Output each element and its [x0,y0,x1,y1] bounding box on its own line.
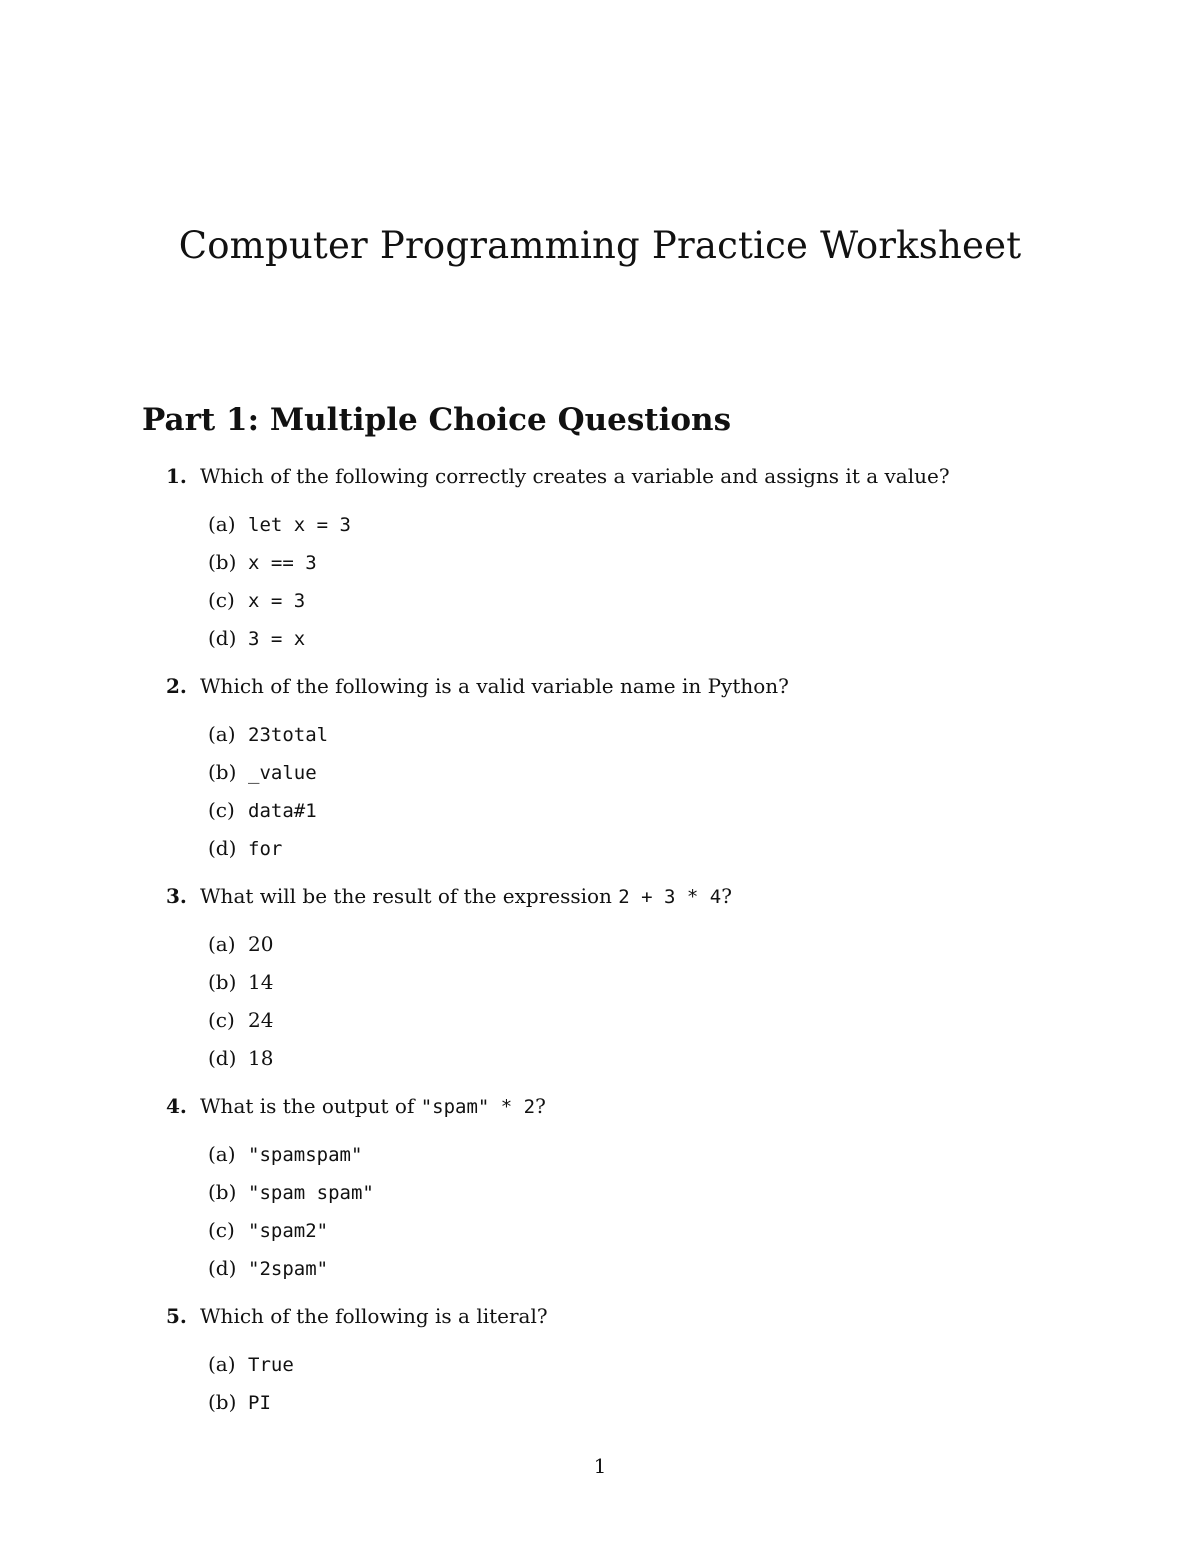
option-text: x == 3 [248,552,317,574]
question-text [200,672,789,700]
option-label: (c) [208,798,235,822]
answer-option [208,720,328,749]
answer-option [208,796,317,825]
question-text-before: Which of the following is a valid variable name in Python? [200,674,789,698]
option-label: (c) [208,1008,235,1032]
option-label: (a) [208,1142,236,1166]
question-text-after: ? [721,884,732,908]
document-title: Computer Programming Practice Worksheet [178,224,1022,267]
option-text: 14 [248,970,274,994]
question-text [200,1302,548,1330]
option-text: for [248,838,283,860]
option-text: _value [248,762,317,784]
page-number: 1 [593,1454,607,1478]
answer-option [208,1006,273,1034]
question-code: 2 + 3 * 4 [618,886,722,908]
question-text [200,462,950,490]
question-text-before: What will be the result of the expression [200,884,619,908]
option-text: 24 [248,1008,274,1032]
question-text [200,882,732,911]
option-label: (a) [208,1352,236,1376]
option-text: "2spam" [248,1258,329,1280]
question-text [200,1092,546,1121]
option-label: (a) [208,932,236,956]
question-number: 3. [166,884,187,908]
option-label: (c) [208,1218,235,1242]
option-label: (a) [208,512,236,536]
answer-option [208,1350,294,1379]
option-label: (a) [208,722,236,746]
option-text: 20 [248,932,274,956]
option-text: 3 = x [248,628,306,650]
option-label: (d) [208,1046,237,1070]
option-text: x = 3 [248,590,306,612]
option-label: (b) [208,1390,237,1414]
answer-option [208,548,317,577]
answer-option [208,510,351,539]
option-text: "spamspam" [248,1144,363,1166]
option-text: let x = 3 [248,514,351,536]
answer-option [208,1044,273,1072]
question-text-before: Which of the following correctly creates a variable and assigns it a value? [200,464,950,488]
option-text: 18 [248,1046,274,1070]
option-label: (b) [208,550,237,574]
answer-option [208,586,305,615]
option-text: "spam2" [248,1220,329,1242]
answer-option [208,1388,271,1417]
question-text-before: Which of the following is a literal? [200,1304,548,1328]
question-text-after: ? [535,1094,546,1118]
question-number: 1. [166,464,187,488]
option-label: (b) [208,1180,237,1204]
answer-option [208,1254,328,1283]
option-text: data#1 [248,800,317,822]
answer-option [208,1178,374,1207]
option-label: (b) [208,970,237,994]
answer-option [208,758,317,787]
answer-option [208,624,305,653]
option-label: (d) [208,836,237,860]
question-number: 5. [166,1304,187,1328]
option-label: (b) [208,760,237,784]
question-code: "spam" * 2 [420,1096,536,1118]
option-label: (c) [208,588,235,612]
option-label: (d) [208,1256,237,1280]
section-heading: Part 1: Multiple Choice Questions [142,402,732,438]
option-label: (d) [208,626,237,650]
answer-option [208,834,282,863]
answer-option [208,930,273,958]
option-text: "spam spam" [248,1182,374,1204]
option-text: True [248,1354,294,1376]
option-text: 23total [248,724,329,746]
question-number: 2. [166,674,187,698]
answer-option [208,1216,328,1245]
answer-option [208,1140,362,1169]
answer-option [208,968,273,996]
question-text-before: What is the output of [200,1094,421,1118]
option-text: PI [248,1392,271,1414]
question-number: 4. [166,1094,187,1118]
